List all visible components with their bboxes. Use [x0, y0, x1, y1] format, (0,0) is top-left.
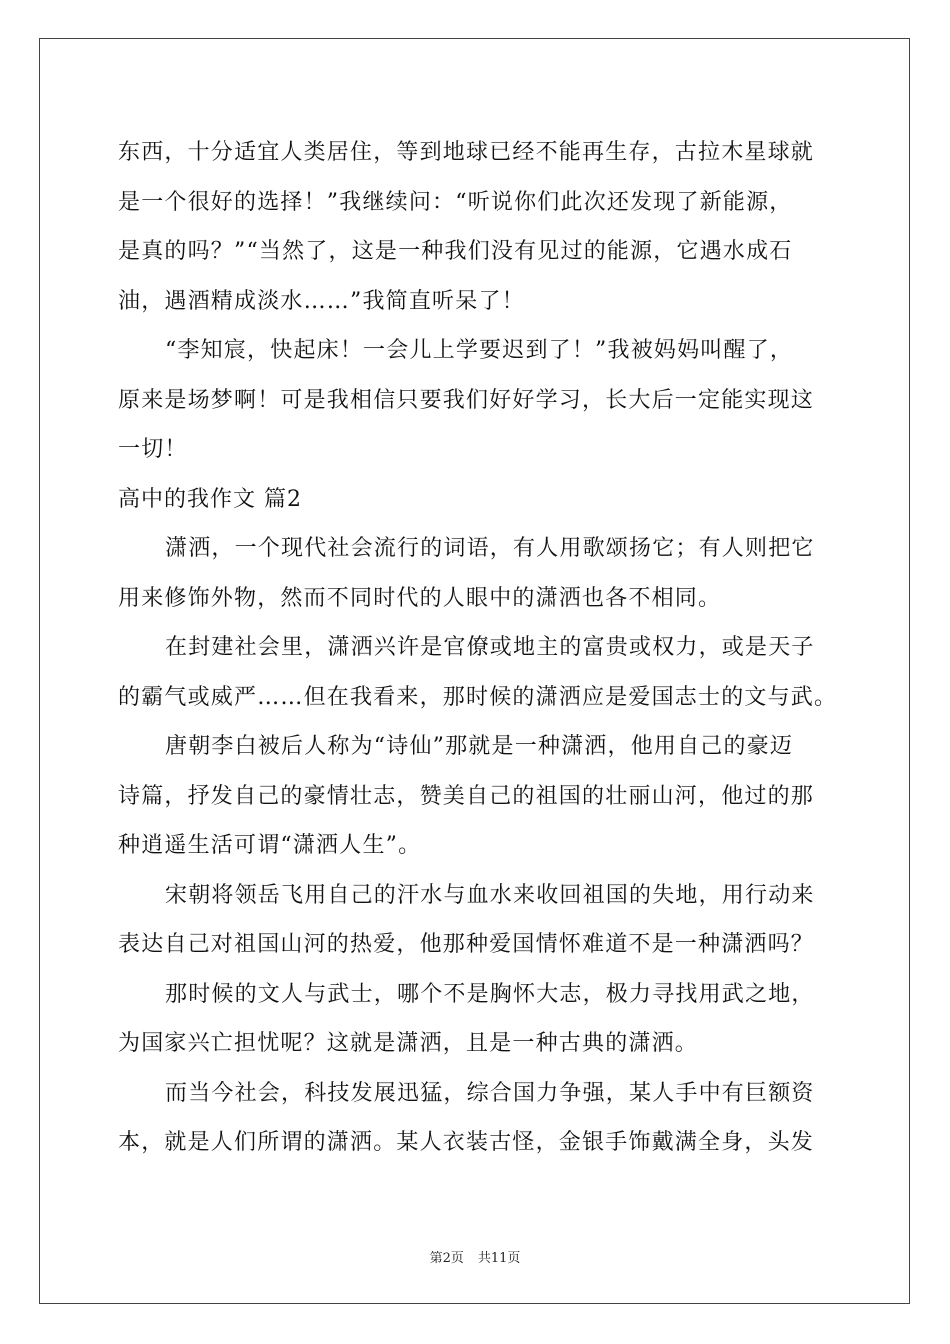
text-line: 是一个很好的选择！”我继续问：“听说你们此次还发现了新能源， [118, 189, 793, 215]
text-line: 是真的吗？”“当然了，这是一种我们没有见过的能源，它遇水成石 [118, 239, 793, 264]
text-line: 原来是场梦啊！可是我相信只要我们好好学习，长大后一定能实现这 [118, 387, 815, 413]
text-line: “李知宸，快起床！一会儿上学要迟到了！”我被妈妈叫醒了， [165, 338, 794, 363]
text-line: 一切！ [118, 437, 188, 462]
text-line: 宋朝将领岳飞用自己的汗水与血水来收回祖国的失地，用行动来 [165, 882, 815, 908]
text-line: 唐朝李白被后人称为“诗仙”那就是一种潇洒，他用自己的豪迈 [165, 734, 794, 759]
text-line: 种逍遥生活可谓“潇洒人生”。 [118, 833, 422, 858]
text-line: 那时候的文人与武士，哪个不是胸怀大志，极力寻找用武之地， [165, 981, 815, 1007]
text-line: 的霸气或威严……但在我看来，那时候的潇洒应是爱国志士的文与武。 [118, 684, 838, 710]
text-line: 油，遇酒精成淡水……”我简直听呆了！ [118, 288, 525, 314]
text-line: 而当今社会，科技发展迅猛，综合国力争强，某人手中有巨额资 [165, 1080, 815, 1106]
text-line: 诗篇，抒发自己的豪情壮志，赞美自己的祖国的壮丽山河，他过的那 [118, 783, 815, 809]
text-line: 潇洒，一个现代社会流行的词语，有人用歌颂扬它；有人则把它 [165, 536, 815, 561]
text-line: 本，就是人们所谓的潇洒。某人衣装古怪，金银手饰戴满全身，头发 [118, 1130, 815, 1155]
text-line: 为国家兴亡担忧呢？这就是潇洒，且是一种古典的潇洒。 [118, 1031, 699, 1056]
page-footer [0, 1247, 950, 1266]
page-total: 共11页 [477, 1251, 521, 1266]
section-heading: 高中的我作文 篇2 [118, 486, 302, 512]
page-number: 第2页 [429, 1251, 464, 1266]
document-body [118, 128, 848, 1168]
text-line: 表达自己对祖国山河的热爱，他那种爱国情怀难道不是一种潇洒吗？ [118, 932, 815, 957]
text-line: 用来修饰外物，然而不同时代的人眼中的潇洒也各不相同。 [118, 585, 722, 611]
text-line: 东西，十分适宜人类居住，等到地球已经不能再生存，古拉木星球就 [118, 140, 815, 165]
text-line: 在封建社会里，潇洒兴许是官僚或地主的富贵或权力，或是天子 [165, 635, 815, 660]
